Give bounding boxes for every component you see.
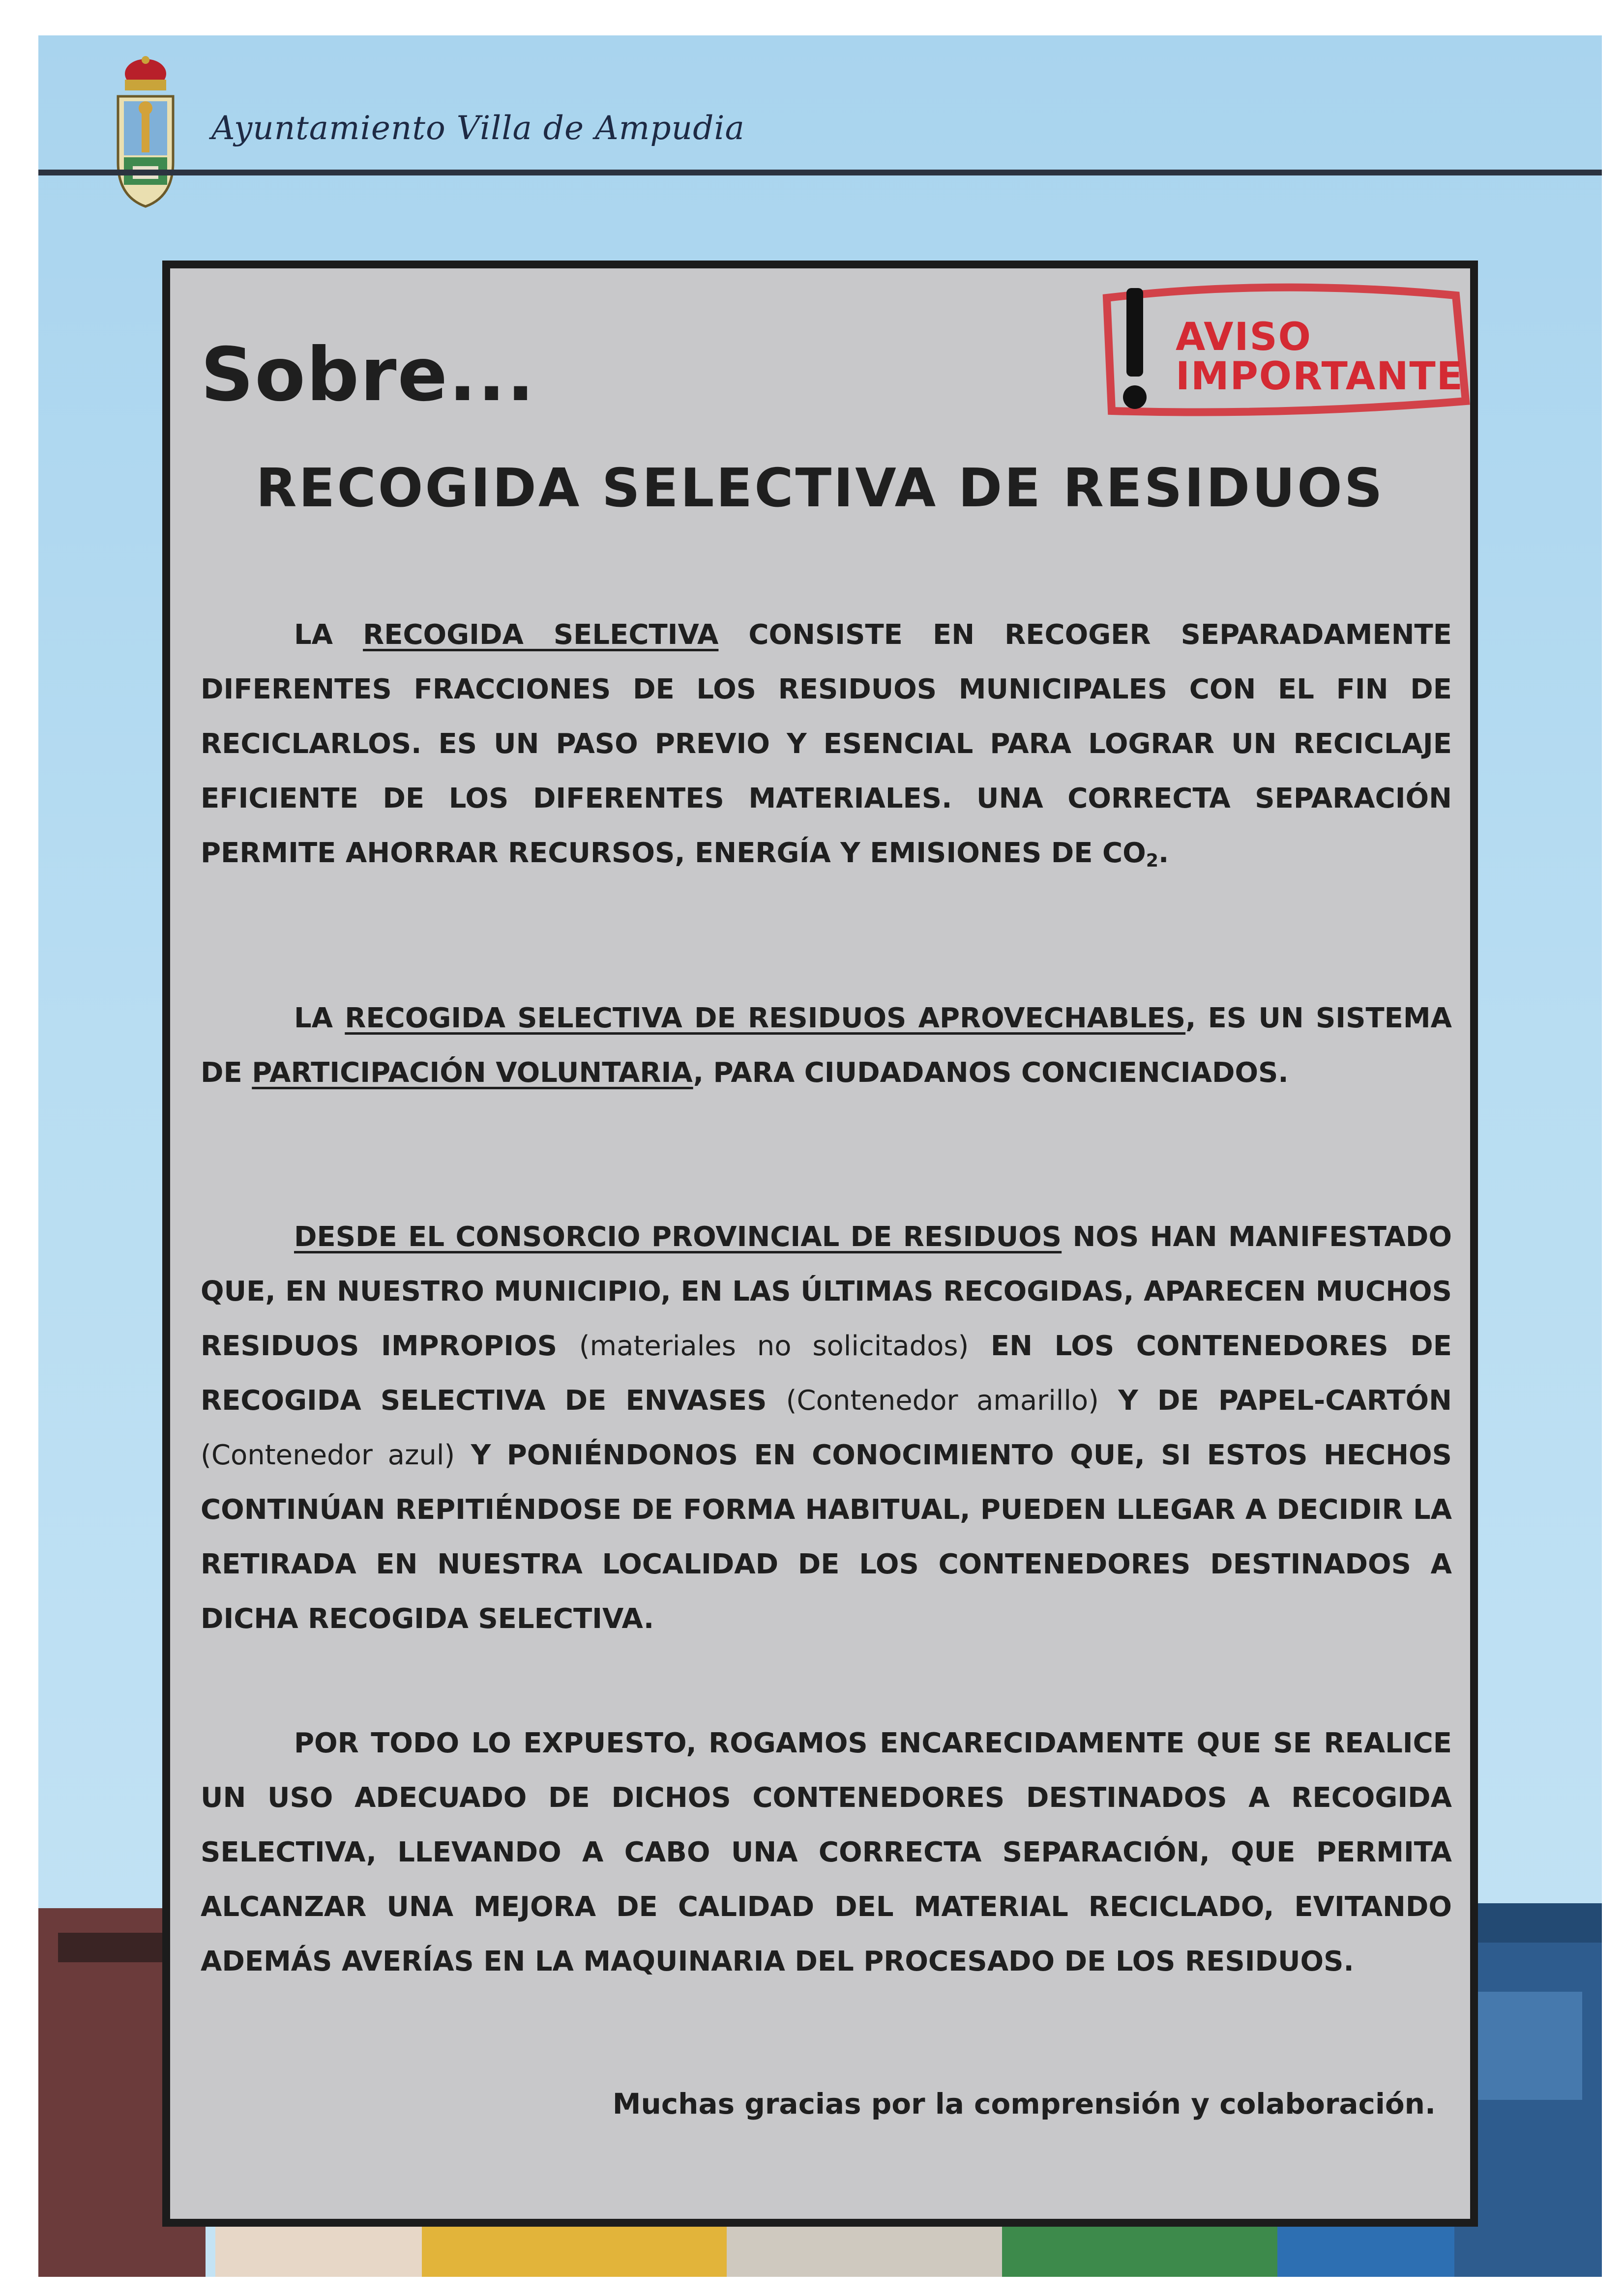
- notice-heading: Sobre...: [201, 332, 536, 418]
- p3-text-a: NOS HAN MANIFESTADO QUE, EN NUESTRO MUNICIPIO, EN LAS ÚLTIMAS RECOGIDAS, APARECEN MUCHOS RESIDUOS IMPROPIOS: [201, 1221, 1452, 1362]
- municipal-crest-logo: [111, 54, 180, 211]
- p1-underlined-term: RECOGIDA SELECTIVA: [363, 619, 719, 651]
- municipality-name: Ayuntamiento Villa de Ampudia: [211, 109, 745, 147]
- paragraph-request: [201, 1716, 1452, 1989]
- paragraph-voluntary: [201, 991, 1452, 1100]
- p2-underlined-term-2: PARTICIPACIÓN VOLUNTARIA: [252, 1057, 693, 1089]
- p1-end: .: [1158, 837, 1169, 869]
- important-notice-stamp: [1077, 268, 1480, 431]
- header-divider: [38, 170, 1602, 175]
- p3-note-yellow-bin: (Contenedor amarillo): [786, 1385, 1099, 1417]
- paragraph-consortium: [201, 1210, 1452, 1646]
- stamp-line-importante: IMPORTANTE: [1176, 354, 1464, 399]
- p2-lead: LA: [294, 1002, 333, 1034]
- p1-co-subscript: 2: [1146, 850, 1159, 872]
- p2-mid: , ES UN SISTEMA DE: [201, 1002, 1452, 1089]
- p3-text-e: Y DE PAPEL-CARTÓN: [1118, 1385, 1452, 1417]
- p3-text-g: Y PONIÉNDONOS EN CONOCIMIENTO QUE, SI ESTOS HECHOS CONTINÚAN REPITIÉNDOSE DE FORMA HABITUAL, PUEDEN LLEGAR A DECIDIR LA RETIRADA EN NUESTRA LOCALIDAD DE LOS CONTENEDORES DESTINADOS A DICHA RECOGIDA SELECTIVA.: [201, 1439, 1452, 1635]
- paragraph-definition: [201, 608, 1452, 888]
- p3-note-blue-bin: (Contenedor azul): [201, 1439, 455, 1471]
- p1-body: CONSISTE EN RECOGER SEPARADAMENTE DIFERENTES FRACCIONES DE LOS RESIDUOS MUNICIPALES CON EL FIN DE RECICLARLOS. ES UN PASO PREVIO Y ESENCIAL PARA LOGRAR UN RECICLAJE EFICIENTE DE LOS DIFERENTES MATERIALES. UNA CORRECTA SEPARACIÓN PERMITE AHORRAR RECURSOS, ENERGÍA Y EMISIONES DE: [201, 619, 1452, 869]
- p3-underlined-term: DESDE EL CONSORCIO PROVINCIAL DE RESIDUOS: [294, 1221, 1062, 1253]
- thanks-note: Muchas gracias por la comprensión y colaboración.: [612, 2087, 1436, 2121]
- p4-text: POR TODO LO EXPUESTO, ROGAMOS ENCARECIDAMENTE QUE SE REALICE UN USO ADECUADO DE DICHOS CONTENEDORES DESTINADOS A RECOGIDA SELECTIVA, LLEVANDO A CABO UNA CORRECTA SEPARACIÓN, QUE PERMITA ALCANZAR UNA MEJORA DE CALIDAD DEL MATERIAL RECICLADO, EVITANDO ADEMÁS AVERÍAS EN LA MAQUINARIA DEL PROCESADO DE LOS RESIDUOS.: [201, 1727, 1452, 1977]
- p1-co: CO: [1102, 837, 1146, 869]
- stamp-line-aviso: AVISO: [1176, 315, 1312, 359]
- p3-text-c: EN LOS CONTENEDORES DE RECOGIDA SELECTIVA DE ENVASES: [201, 1330, 1452, 1417]
- p1-lead: LA: [294, 619, 333, 651]
- p2-underlined-term-1: RECOGIDA SELECTIVA DE RESIDUOS APROVECHABLES: [345, 1002, 1186, 1034]
- p3-note-materials: (materiales no solicitados): [579, 1330, 969, 1362]
- notice-panel: [162, 261, 1478, 2227]
- p2-end: , PARA CIUDADANOS CONCIENCIADOS.: [693, 1057, 1289, 1089]
- notice-title: RECOGIDA SELECTIVA DE RESIDUOS: [256, 458, 1385, 519]
